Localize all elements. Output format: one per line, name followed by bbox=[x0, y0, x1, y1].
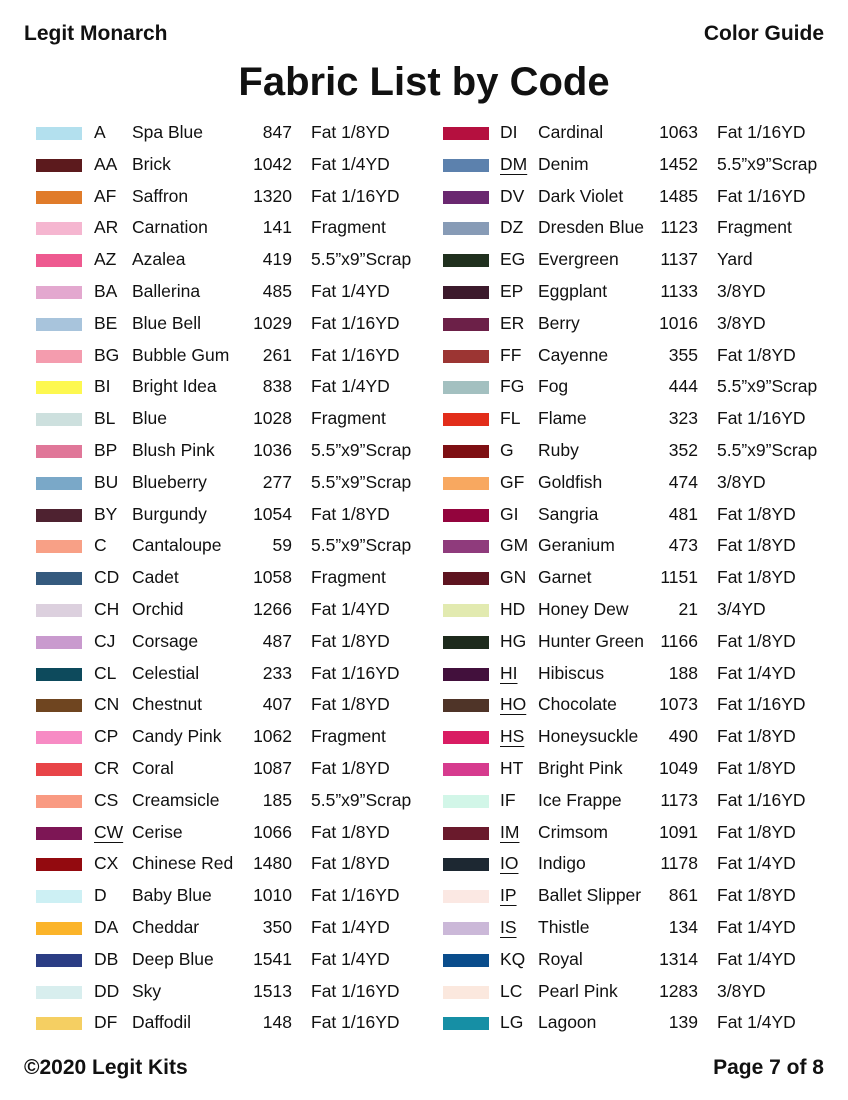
fabric-size: Fat 1/16YD bbox=[311, 980, 400, 1001]
fabric-name: Burgundy bbox=[132, 503, 207, 524]
fabric-name: Chestnut bbox=[132, 694, 203, 715]
fabric-size: 5.5”x9”Scrap bbox=[311, 471, 412, 492]
fabric-name: Cantaloupe bbox=[132, 535, 222, 556]
fabric-size: Fat 1/8YD bbox=[311, 630, 390, 651]
color-swatch bbox=[36, 890, 82, 903]
fabric-name: Fog bbox=[538, 376, 569, 397]
fabric-number: 1173 bbox=[660, 789, 698, 810]
fabric-code: EG bbox=[500, 249, 526, 270]
color-swatch bbox=[443, 699, 489, 712]
color-swatch bbox=[36, 827, 82, 840]
color-swatch bbox=[36, 222, 82, 235]
fabric-number: 1541 bbox=[253, 948, 292, 969]
fabric-name: Evergreen bbox=[538, 249, 619, 270]
fabric-code: BU bbox=[94, 471, 119, 492]
fabric-number: 444 bbox=[668, 376, 698, 397]
fabric-size: Fat 1/4YD bbox=[311, 598, 390, 619]
fabric-code: GN bbox=[500, 567, 527, 588]
color-swatch bbox=[443, 604, 489, 617]
fabric-code: FG bbox=[500, 376, 525, 397]
fabric-code: IM bbox=[500, 821, 520, 842]
color-swatch bbox=[443, 668, 489, 681]
fabric-number: 1062 bbox=[253, 726, 292, 747]
color-swatch bbox=[36, 254, 82, 267]
fabric-name: Crimsom bbox=[538, 821, 608, 842]
fabric-code: BA bbox=[94, 280, 118, 301]
fabric-number: 485 bbox=[262, 280, 292, 301]
fabric-code: DZ bbox=[500, 217, 524, 238]
fabric-name: Saffron bbox=[132, 185, 189, 206]
color-swatch bbox=[36, 127, 82, 140]
fabric-name: Carnation bbox=[132, 217, 208, 238]
fabric-code: CR bbox=[94, 757, 120, 778]
fabric-code: D bbox=[94, 885, 107, 906]
fabric-number: 1063 bbox=[659, 122, 698, 142]
fabric-name: Lagoon bbox=[538, 1012, 597, 1033]
fabric-size: Fat 1/16YD bbox=[311, 1012, 400, 1033]
fabric-name: Ruby bbox=[538, 439, 579, 460]
fabric-number: 148 bbox=[262, 1012, 292, 1033]
fabric-size: Fat 1/8YD bbox=[717, 503, 796, 524]
fabric-number: 59 bbox=[272, 535, 292, 556]
fabric-name: Eggplant bbox=[538, 280, 608, 301]
fabric-number: 847 bbox=[262, 122, 292, 142]
fabric-number: 1058 bbox=[253, 567, 292, 588]
color-swatch bbox=[36, 477, 82, 490]
color-swatch bbox=[443, 477, 489, 490]
fabric-name: Denim bbox=[538, 153, 589, 174]
color-swatch bbox=[443, 540, 489, 553]
fabric-name: Hunter Green bbox=[538, 630, 645, 651]
fabric-name: Bright Idea bbox=[132, 376, 217, 397]
fabric-size: Fat 1/8YD bbox=[717, 535, 796, 556]
color-swatch bbox=[36, 731, 82, 744]
fabric-number: 352 bbox=[668, 439, 698, 460]
fabric-number: 1480 bbox=[253, 853, 292, 874]
fabric-code: IP bbox=[500, 885, 517, 906]
fabric-number: 350 bbox=[262, 916, 292, 937]
color-swatch bbox=[443, 890, 489, 903]
fabric-name: Deep Blue bbox=[132, 948, 214, 969]
fabric-code: AF bbox=[94, 185, 117, 206]
fabric-number: 233 bbox=[262, 662, 292, 683]
fabric-size: Fat 1/16YD bbox=[311, 344, 400, 365]
fabric-number: 490 bbox=[668, 726, 698, 747]
fabric-code: GM bbox=[500, 535, 529, 556]
color-swatch bbox=[443, 1017, 489, 1030]
color-swatch bbox=[36, 318, 82, 331]
fabric-size: Fat 1/8YD bbox=[311, 503, 390, 524]
fabric-number: 141 bbox=[262, 217, 292, 238]
color-swatch bbox=[36, 699, 82, 712]
color-swatch bbox=[36, 445, 82, 458]
fabric-code: IF bbox=[500, 789, 516, 810]
fabric-name: Creamsicle bbox=[132, 789, 220, 810]
fabric-number: 134 bbox=[668, 916, 698, 937]
fabric-code: GI bbox=[500, 503, 519, 524]
fabric-number: 838 bbox=[262, 376, 292, 397]
fabric-code: BP bbox=[94, 439, 118, 460]
fabric-code: DA bbox=[94, 916, 119, 937]
color-swatch bbox=[36, 286, 82, 299]
fabric-name: Pearl Pink bbox=[538, 980, 618, 1001]
fabric-code: CW bbox=[94, 821, 124, 842]
fabric-number: 185 bbox=[262, 789, 292, 810]
color-swatch bbox=[36, 858, 82, 871]
fabric-code: HG bbox=[500, 630, 527, 651]
fabric-name: Blue Bell bbox=[132, 312, 202, 333]
color-swatch bbox=[36, 795, 82, 808]
fabric-number: 1166 bbox=[660, 630, 698, 651]
fabric-code: DM bbox=[500, 153, 528, 174]
fabric-size: Fat 1/8YD bbox=[717, 757, 796, 778]
fabric-size: 3/8YD bbox=[717, 280, 766, 301]
fabric-name: Chinese Red bbox=[132, 853, 234, 874]
fabric-number: 323 bbox=[668, 408, 698, 429]
fabric-number: 419 bbox=[262, 249, 292, 270]
fabric-name: Indigo bbox=[538, 853, 586, 874]
fabric-number: 1314 bbox=[659, 948, 698, 969]
fabric-size: Fat 1/16YD bbox=[717, 694, 806, 715]
fabric-number: 1010 bbox=[253, 885, 292, 906]
fabric-number: 1151 bbox=[660, 567, 698, 588]
color-swatch bbox=[36, 763, 82, 776]
fabric-number: 139 bbox=[668, 1012, 698, 1033]
fabric-size: Fat 1/16YD bbox=[717, 185, 806, 206]
fabric-size: Fat 1/16YD bbox=[311, 185, 400, 206]
fabric-name: Geranium bbox=[538, 535, 615, 556]
fabric-code: BY bbox=[94, 503, 118, 524]
fabric-size: Fat 1/4YD bbox=[311, 280, 390, 301]
fabric-code: FL bbox=[500, 408, 521, 429]
copyright: ©2020 Legit Kits bbox=[24, 1056, 188, 1079]
fabric-name: Chocolate bbox=[538, 694, 617, 715]
fabric-code: HS bbox=[500, 726, 525, 747]
color-swatch bbox=[443, 572, 489, 585]
page-title: Fabric List by Code bbox=[238, 60, 610, 104]
fabric-size: Fragment bbox=[311, 408, 386, 429]
fabric-name: Flame bbox=[538, 408, 587, 429]
fabric-number: 473 bbox=[668, 535, 698, 556]
fabric-code: A bbox=[94, 122, 106, 142]
color-swatch bbox=[443, 827, 489, 840]
fabric-name: Celestial bbox=[132, 662, 200, 683]
fabric-name: Candy Pink bbox=[132, 726, 222, 747]
fabric-number: 1513 bbox=[253, 980, 292, 1001]
fabric-size: 3/8YD bbox=[717, 980, 766, 1001]
fabric-name: Blush Pink bbox=[132, 439, 215, 460]
fabric-name: Coral bbox=[132, 757, 174, 778]
fabric-name: Cheddar bbox=[132, 916, 200, 937]
fabric-name: Cardinal bbox=[538, 122, 604, 142]
fabric-code: AA bbox=[94, 153, 118, 174]
color-swatch bbox=[36, 922, 82, 935]
fabric-size: Fat 1/4YD bbox=[311, 153, 390, 174]
fabric-size: Fat 1/8YD bbox=[717, 821, 796, 842]
fabric-code: BG bbox=[94, 344, 120, 365]
fabric-number: 1029 bbox=[253, 312, 292, 333]
color-swatch bbox=[36, 572, 82, 585]
fabric-number: 1042 bbox=[253, 153, 292, 174]
fabric-code: CD bbox=[94, 567, 120, 588]
fabric-code: CJ bbox=[94, 630, 116, 651]
color-swatch bbox=[443, 413, 489, 426]
fabric-size: Fat 1/8YD bbox=[311, 853, 390, 874]
fabric-size: Fat 1/4YD bbox=[717, 916, 796, 937]
fabric-name: Ballet Slipper bbox=[538, 885, 642, 906]
fabric-code: HD bbox=[500, 598, 526, 619]
fabric-number: 1049 bbox=[659, 757, 698, 778]
fabric-number: 407 bbox=[262, 694, 292, 715]
guide-label: Color Guide bbox=[703, 22, 824, 45]
fabric-number: 1283 bbox=[659, 980, 698, 1001]
fabric-size: Fat 1/4YD bbox=[717, 662, 796, 683]
color-swatch bbox=[36, 604, 82, 617]
fabric-size: Fat 1/4YD bbox=[311, 948, 390, 969]
fabric-code: C bbox=[94, 535, 107, 556]
fabric-size: Fat 1/16YD bbox=[717, 789, 806, 810]
fabric-size: 5.5”x9”Scrap bbox=[717, 376, 818, 397]
fabric-name: Hibiscus bbox=[538, 662, 605, 683]
fabric-number: 261 bbox=[262, 344, 292, 365]
fabric-number: 1133 bbox=[660, 280, 698, 301]
fabric-size: Fat 1/4YD bbox=[717, 853, 796, 874]
fabric-name: Honey Dew bbox=[538, 598, 629, 619]
color-swatch bbox=[443, 318, 489, 331]
fabric-name: Blue bbox=[132, 408, 168, 429]
color-swatch bbox=[36, 540, 82, 553]
fabric-name: Bubble Gum bbox=[132, 344, 230, 365]
fabric-name: Ballerina bbox=[132, 280, 201, 301]
fabric-size: Fat 1/16YD bbox=[311, 662, 400, 683]
fabric-number: 474 bbox=[668, 471, 698, 492]
fabric-size: Fat 1/4YD bbox=[311, 916, 390, 937]
color-swatch bbox=[443, 954, 489, 967]
fabric-code: AZ bbox=[94, 249, 117, 270]
fabric-size: Fat 1/8YD bbox=[311, 694, 390, 715]
fabric-number: 355 bbox=[668, 344, 698, 365]
fabric-code: CN bbox=[94, 694, 120, 715]
fabric-size: Fat 1/8YD bbox=[311, 757, 390, 778]
fabric-size: Fat 1/8YD bbox=[717, 885, 796, 906]
fabric-name: Corsage bbox=[132, 630, 199, 651]
fabric-code: HI bbox=[500, 662, 518, 683]
fabric-name: Daffodil bbox=[132, 1012, 192, 1033]
fabric-number: 188 bbox=[668, 662, 698, 683]
color-swatch bbox=[443, 795, 489, 808]
fabric-size: 3/8YD bbox=[717, 471, 766, 492]
fabric-number: 277 bbox=[262, 471, 292, 492]
fabric-size: Fat 1/4YD bbox=[717, 948, 796, 969]
color-swatch bbox=[443, 222, 489, 235]
color-swatch bbox=[36, 1017, 82, 1030]
fabric-name: Garnet bbox=[538, 567, 592, 588]
color-swatch bbox=[36, 954, 82, 967]
fabric-number: 481 bbox=[668, 503, 698, 524]
color-swatch bbox=[443, 127, 489, 140]
fabric-name: Honeysuckle bbox=[538, 726, 639, 747]
color-swatch bbox=[443, 922, 489, 935]
fabric-code: AR bbox=[94, 217, 119, 238]
fabric-size: 3/8YD bbox=[717, 312, 766, 333]
fabric-number: 487 bbox=[262, 630, 292, 651]
fabric-size: Fat 1/4YD bbox=[311, 376, 390, 397]
brand-name: Legit Monarch bbox=[24, 22, 168, 45]
fabric-code: IO bbox=[500, 853, 519, 874]
fabric-code: HT bbox=[500, 757, 524, 778]
fabric-number: 1091 bbox=[659, 821, 698, 842]
color-swatch bbox=[443, 986, 489, 999]
fabric-number: 1073 bbox=[659, 694, 698, 715]
fabric-name: Baby Blue bbox=[132, 885, 212, 906]
fabric-number: 1485 bbox=[659, 185, 698, 206]
fabric-number: 1137 bbox=[660, 249, 698, 270]
color-swatch bbox=[36, 668, 82, 681]
fabric-size: Fat 1/16YD bbox=[717, 122, 806, 142]
fabric-name: Cayenne bbox=[538, 344, 609, 365]
fabric-number: 21 bbox=[678, 598, 698, 619]
fabric-size: Fat 1/16YD bbox=[311, 885, 400, 906]
fabric-size: 5.5”x9”Scrap bbox=[311, 789, 412, 810]
fabric-name: Cerise bbox=[132, 821, 183, 842]
fabric-name: Thistle bbox=[538, 916, 590, 937]
fabric-name: Royal bbox=[538, 948, 583, 969]
color-swatch bbox=[36, 191, 82, 204]
fabric-name: Cadet bbox=[132, 567, 179, 588]
fabric-name: Ice Frappe bbox=[538, 789, 622, 810]
fabric-code: IS bbox=[500, 916, 517, 937]
fabric-size: Fat 1/16YD bbox=[311, 312, 400, 333]
fabric-name: Spa Blue bbox=[132, 122, 204, 142]
fabric-code: DF bbox=[94, 1012, 118, 1033]
fabric-number: 1016 bbox=[659, 312, 698, 333]
color-swatch bbox=[36, 381, 82, 394]
color-swatch bbox=[36, 986, 82, 999]
fabric-code: DB bbox=[94, 948, 119, 969]
color-swatch bbox=[443, 350, 489, 363]
fabric-number: 1123 bbox=[660, 217, 698, 238]
fabric-name: Sky bbox=[132, 980, 162, 1001]
color-swatch bbox=[443, 731, 489, 744]
fabric-code: CS bbox=[94, 789, 119, 810]
color-swatch bbox=[443, 159, 489, 172]
fabric-name: Blueberry bbox=[132, 471, 207, 492]
color-swatch bbox=[36, 159, 82, 172]
color-swatch bbox=[36, 509, 82, 522]
fabric-size: Fat 1/8YD bbox=[311, 122, 390, 142]
fabric-name: Orchid bbox=[132, 598, 184, 619]
fabric-name: Sangria bbox=[538, 503, 599, 524]
fabric-size: Fat 1/8YD bbox=[717, 567, 796, 588]
color-swatch bbox=[443, 286, 489, 299]
color-swatch bbox=[443, 858, 489, 871]
fabric-number: 1087 bbox=[253, 757, 292, 778]
color-swatch bbox=[443, 445, 489, 458]
fabric-code: BI bbox=[94, 376, 111, 397]
color-swatch bbox=[443, 763, 489, 776]
fabric-size: 5.5”x9”Scrap bbox=[311, 439, 412, 460]
fabric-size: 5.5”x9”Scrap bbox=[311, 535, 412, 556]
fabric-code: BE bbox=[94, 312, 118, 333]
fabric-size: Fat 1/16YD bbox=[717, 408, 806, 429]
color-swatch bbox=[443, 636, 489, 649]
fabric-code: DI bbox=[500, 122, 518, 142]
color-swatch bbox=[443, 381, 489, 394]
fabric-name: Goldfish bbox=[538, 471, 603, 492]
color-swatch bbox=[36, 636, 82, 649]
fabric-code: CX bbox=[94, 853, 119, 874]
fabric-code: CP bbox=[94, 726, 119, 747]
fabric-size: Fragment bbox=[311, 567, 386, 588]
fabric-code: CL bbox=[94, 662, 117, 683]
fabric-code: DD bbox=[94, 980, 120, 1001]
color-swatch bbox=[36, 413, 82, 426]
fabric-code: HO bbox=[500, 694, 527, 715]
fabric-size: Fragment bbox=[311, 217, 386, 238]
fabric-number: 1028 bbox=[253, 408, 292, 429]
fabric-name: Brick bbox=[132, 153, 171, 174]
fabric-size: 5.5”x9”Scrap bbox=[717, 439, 818, 460]
fabric-size: Fat 1/8YD bbox=[311, 821, 390, 842]
fabric-number: 1178 bbox=[660, 853, 698, 874]
page-number: Page 7 of 8 bbox=[713, 1056, 824, 1079]
fabric-number: 1054 bbox=[253, 503, 292, 524]
fabric-name: Azalea bbox=[132, 249, 186, 270]
fabric-number: 1452 bbox=[659, 153, 698, 174]
fabric-size: Fat 1/8YD bbox=[717, 630, 796, 651]
fabric-size: Yard bbox=[717, 249, 753, 270]
fabric-code: LG bbox=[500, 1012, 524, 1033]
fabric-code: DV bbox=[500, 185, 525, 206]
fabric-number: 1036 bbox=[253, 439, 292, 460]
color-swatch bbox=[443, 191, 489, 204]
fabric-size: 5.5”x9”Scrap bbox=[311, 249, 412, 270]
fabric-code: FF bbox=[500, 344, 522, 365]
color-swatch bbox=[36, 350, 82, 363]
fabric-name: Berry bbox=[538, 312, 580, 333]
fabric-name: Bright Pink bbox=[538, 757, 623, 778]
fabric-number: 1266 bbox=[253, 598, 292, 619]
fabric-code: G bbox=[500, 439, 514, 460]
fabric-number: 1320 bbox=[253, 185, 292, 206]
fabric-size: 3/4YD bbox=[717, 598, 766, 619]
fabric-size: 5.5”x9”Scrap bbox=[717, 153, 818, 174]
color-swatch bbox=[443, 254, 489, 267]
fabric-number: 1066 bbox=[253, 821, 292, 842]
fabric-size: Fat 1/4YD bbox=[717, 1012, 796, 1033]
fabric-code: GF bbox=[500, 471, 525, 492]
fabric-code: KQ bbox=[500, 948, 526, 969]
fabric-size: Fat 1/8YD bbox=[717, 344, 796, 365]
fabric-size: Fragment bbox=[311, 726, 386, 747]
fabric-code: ER bbox=[500, 312, 525, 333]
fabric-code: LC bbox=[500, 980, 523, 1001]
color-swatch bbox=[443, 509, 489, 522]
fabric-code: CH bbox=[94, 598, 120, 619]
fabric-code: BL bbox=[94, 408, 116, 429]
fabric-size: Fat 1/8YD bbox=[717, 726, 796, 747]
fabric-code: EP bbox=[500, 280, 524, 301]
fabric-name: Dresden Blue bbox=[538, 217, 645, 238]
fabric-name: Dark Violet bbox=[538, 185, 624, 206]
fabric-size: Fragment bbox=[717, 217, 792, 238]
fabric-number: 861 bbox=[668, 885, 698, 906]
